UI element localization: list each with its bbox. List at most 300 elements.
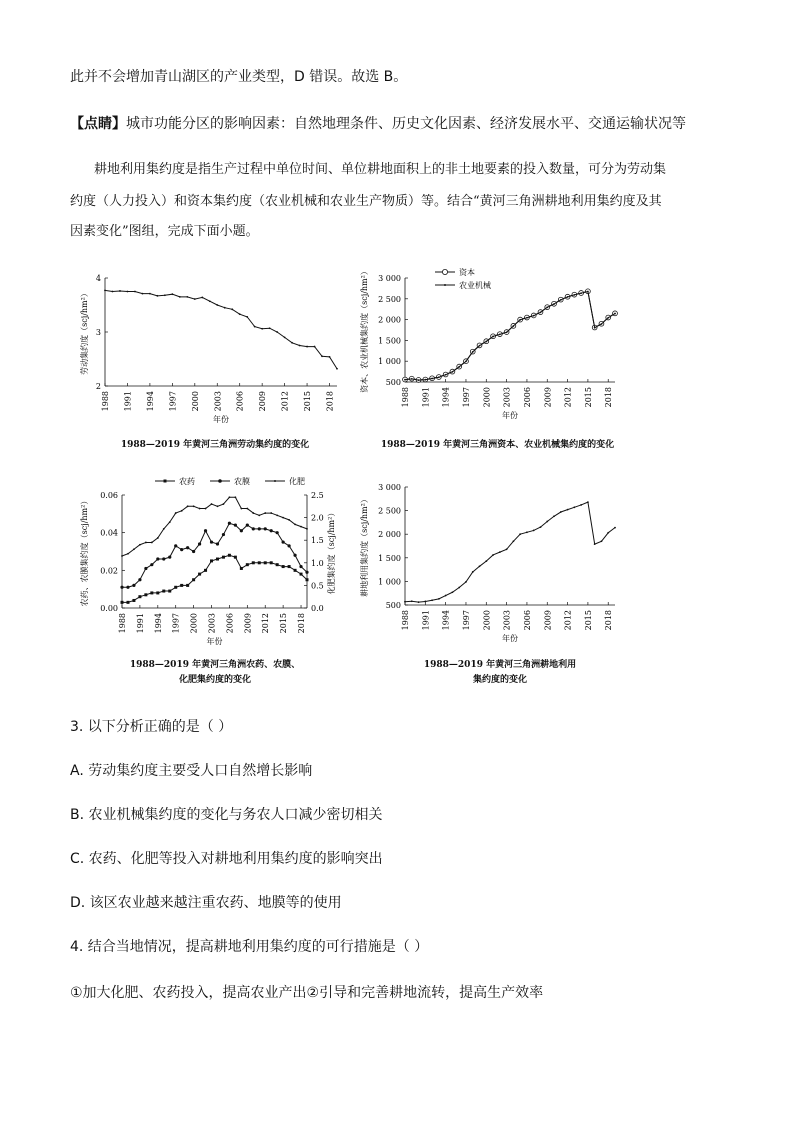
x-tick-label: 2006 bbox=[235, 391, 245, 412]
data-point bbox=[445, 595, 447, 597]
y2-tick-label: 0.5 bbox=[311, 581, 324, 591]
data-point bbox=[614, 527, 616, 529]
data-point bbox=[614, 313, 616, 315]
chart-land-caption-line1: 1988—2019 年黄河三角洲耕地利用 bbox=[423, 660, 577, 670]
data-point bbox=[526, 317, 528, 319]
data-point bbox=[533, 315, 535, 317]
data-point bbox=[458, 587, 460, 589]
chart-land-caption-line2: 集约度的变化 bbox=[472, 675, 527, 685]
y-tick-label: 1 000 bbox=[378, 577, 401, 587]
y-tick-label: 0.02 bbox=[100, 566, 118, 576]
data-point bbox=[150, 591, 153, 594]
data-point bbox=[573, 294, 575, 296]
data-point bbox=[104, 290, 106, 292]
y-tick-label: 0.00 bbox=[100, 604, 118, 613]
x-tick-label: 1988 bbox=[401, 610, 410, 631]
data-point bbox=[465, 361, 467, 363]
data-point bbox=[431, 378, 433, 380]
data-point bbox=[192, 578, 195, 581]
data-point bbox=[201, 297, 203, 299]
x-tick-label: 2003 bbox=[207, 613, 217, 634]
x-tick-label: 1994 bbox=[441, 610, 451, 631]
y2-tick-label: 2.5 bbox=[311, 491, 324, 500]
y-tick-label: 1 500 bbox=[378, 336, 401, 346]
option-3b[interactable]: B. 农业机械集约度的变化与务农人口减少密切相关 bbox=[70, 807, 383, 823]
data-point bbox=[282, 517, 284, 519]
data-point bbox=[567, 296, 569, 298]
data-point bbox=[138, 578, 141, 581]
data-point bbox=[127, 553, 129, 555]
data-point bbox=[276, 531, 279, 534]
data-point bbox=[144, 593, 147, 596]
y2-tick-label: 1.0 bbox=[311, 558, 324, 568]
intro-para-line1: 耕地利用集约度是指生产过程中单位时间、单位耕地面积上的非土地要素的投入数量，可分为劳动集 bbox=[94, 162, 667, 177]
option-3d[interactable]: D. 该区农业越来越注重农药、地膜等的使用 bbox=[70, 895, 342, 911]
x-tick-label: 1988 bbox=[118, 613, 127, 634]
tip-line bbox=[70, 113, 686, 133]
data-point bbox=[121, 601, 124, 604]
x-tick-label: 1991 bbox=[135, 613, 145, 634]
series-line-0 bbox=[122, 555, 307, 602]
data-point bbox=[270, 529, 273, 532]
x-tick-label: 1994 bbox=[145, 391, 155, 412]
x-tick-label: 2015 bbox=[279, 613, 289, 634]
data-point bbox=[192, 550, 195, 553]
data-point bbox=[472, 351, 474, 353]
data-point bbox=[601, 323, 603, 325]
y-axis-label: 耕地利用集约度（scj/hm²） bbox=[360, 495, 369, 597]
data-point bbox=[282, 540, 285, 543]
data-point bbox=[240, 567, 243, 570]
data-point bbox=[587, 291, 589, 293]
data-point bbox=[144, 567, 147, 570]
legend-label: 资本 bbox=[459, 268, 475, 277]
legend-label: 农药 bbox=[179, 477, 195, 486]
data-point bbox=[519, 533, 521, 535]
data-point bbox=[424, 601, 426, 603]
data-point bbox=[174, 544, 177, 547]
data-point bbox=[246, 563, 249, 566]
data-point bbox=[560, 299, 562, 301]
y-tick-label: 0.04 bbox=[100, 528, 118, 538]
data-point bbox=[112, 291, 114, 293]
data-point bbox=[222, 556, 225, 559]
chart-pesticide-caption-line1: 1988—2019 年黄河三角洲农药、农膜、 bbox=[129, 660, 301, 670]
x-tick-label: 2000 bbox=[190, 391, 200, 412]
data-point bbox=[217, 505, 219, 507]
data-point bbox=[306, 346, 308, 348]
data-point bbox=[234, 524, 237, 527]
data-point bbox=[314, 346, 316, 348]
x-tick-label: 2015 bbox=[303, 391, 313, 412]
x-tick-label: 2015 bbox=[583, 387, 593, 408]
data-point bbox=[234, 496, 236, 498]
x-tick-label: 1994 bbox=[441, 387, 451, 408]
data-point bbox=[204, 569, 207, 572]
x-tick-label: 1994 bbox=[153, 613, 163, 634]
data-point bbox=[299, 345, 301, 347]
chart-pesticide-film-fertilizer bbox=[75, 472, 355, 646]
y2-tick-label: 2.0 bbox=[311, 513, 324, 523]
data-point bbox=[418, 601, 420, 603]
x-tick-label: 1991 bbox=[123, 391, 133, 412]
y-tick-label: 500 bbox=[385, 378, 401, 387]
data-point bbox=[258, 514, 260, 516]
data-point bbox=[211, 503, 213, 505]
data-point bbox=[199, 508, 201, 510]
data-point bbox=[157, 537, 159, 539]
data-point bbox=[169, 521, 171, 523]
data-point bbox=[306, 578, 309, 581]
data-point bbox=[171, 293, 173, 295]
data-point bbox=[175, 512, 177, 514]
x-tick-label: 2012 bbox=[280, 391, 290, 412]
data-point bbox=[180, 584, 183, 587]
data-point bbox=[194, 298, 196, 300]
x-tick-label: 2009 bbox=[243, 613, 253, 634]
x-tick-label: 2006 bbox=[225, 613, 235, 634]
data-point bbox=[126, 601, 129, 604]
data-point bbox=[179, 296, 181, 298]
data-point bbox=[533, 530, 535, 532]
data-point bbox=[546, 306, 548, 308]
y-tick-label: 0.06 bbox=[100, 491, 118, 500]
data-point bbox=[150, 563, 153, 566]
data-point bbox=[540, 311, 542, 313]
data-point bbox=[452, 371, 454, 373]
data-point bbox=[526, 531, 528, 533]
data-point bbox=[594, 543, 596, 545]
data-point bbox=[492, 336, 494, 338]
data-point bbox=[240, 529, 243, 532]
series-line-0 bbox=[405, 291, 615, 380]
data-point bbox=[438, 598, 440, 600]
data-point bbox=[445, 374, 447, 376]
y-tick-label: 3 000 bbox=[378, 483, 401, 492]
data-point bbox=[573, 506, 575, 508]
chart-labor-intensity bbox=[75, 262, 355, 442]
series-line bbox=[105, 290, 337, 368]
data-point bbox=[120, 586, 123, 589]
data-point bbox=[149, 293, 151, 295]
data-point bbox=[264, 561, 267, 564]
data-point bbox=[254, 326, 256, 328]
legend-marker bbox=[444, 284, 446, 286]
data-point bbox=[540, 526, 542, 528]
data-point bbox=[186, 296, 188, 298]
y-axis-label: 资本、农业机械集约度（scj/hm²） bbox=[360, 267, 369, 393]
data-point bbox=[228, 554, 231, 557]
data-point bbox=[168, 590, 171, 593]
data-point bbox=[587, 501, 589, 503]
tip-text: 城市功能分区的影响因素：自然地理条件、历史文化因素、经济发展水平、交通运输状况等 bbox=[126, 116, 686, 132]
x-tick-label: 1997 bbox=[168, 391, 178, 412]
x-tick-label: 2015 bbox=[583, 610, 593, 631]
y-tick-label: 4 bbox=[95, 274, 101, 283]
y-axis-label: 劳动集约度（scj/hm²） bbox=[80, 289, 89, 375]
x-tick-label: 2018 bbox=[325, 391, 335, 412]
data-point bbox=[288, 565, 291, 568]
y2-tick-label: 1.5 bbox=[311, 536, 324, 546]
legend-label: 化肥 bbox=[289, 477, 305, 486]
x-axis-label: 年份 bbox=[502, 411, 518, 420]
data-point bbox=[181, 510, 183, 512]
data-point bbox=[512, 325, 514, 327]
data-point bbox=[240, 508, 242, 510]
data-point bbox=[288, 519, 290, 521]
option-3a[interactable]: A. 劳动集约度主要受人口自然增长影响 bbox=[70, 763, 313, 779]
legend-label: 农膜 bbox=[234, 477, 250, 486]
data-point bbox=[512, 540, 514, 542]
x-tick-label: 2012 bbox=[563, 610, 573, 631]
data-point bbox=[452, 591, 454, 593]
data-point bbox=[193, 505, 195, 507]
data-point bbox=[142, 293, 144, 295]
data-point bbox=[479, 565, 481, 567]
q4-statement-1-2: ①加大化肥、农药投入，提高农业产出②引导和完善耕地流转，提高生产效率 bbox=[70, 985, 544, 1001]
data-point bbox=[204, 529, 207, 532]
y-tick-label: 2 500 bbox=[378, 294, 401, 304]
data-point bbox=[205, 508, 207, 510]
y-axis-label: 农药、农膜集约度（scj/hm²） bbox=[80, 496, 89, 607]
series-line-2 bbox=[122, 497, 307, 556]
data-point bbox=[180, 548, 183, 551]
data-point bbox=[276, 331, 278, 333]
x-tick-label: 2006 bbox=[522, 610, 532, 631]
x-tick-label: 1997 bbox=[461, 610, 471, 631]
y-tick-label: 1 000 bbox=[378, 357, 401, 367]
tip-label: 【点睛】 bbox=[70, 116, 126, 132]
data-point bbox=[560, 511, 562, 513]
chart-capital-machinery bbox=[345, 262, 635, 442]
data-point bbox=[411, 378, 413, 380]
data-point bbox=[198, 542, 201, 545]
data-point bbox=[252, 512, 254, 514]
data-point bbox=[156, 295, 158, 297]
x-tick-label: 2009 bbox=[543, 387, 553, 408]
y2-tick-label: 0.0 bbox=[311, 604, 324, 613]
data-point bbox=[138, 595, 141, 598]
y-tick-label: 1 500 bbox=[378, 553, 401, 563]
x-tick-label: 2018 bbox=[604, 387, 614, 408]
data-point bbox=[300, 526, 302, 528]
data-point bbox=[264, 527, 267, 530]
data-point bbox=[216, 558, 219, 561]
data-point bbox=[174, 586, 177, 589]
data-point bbox=[261, 328, 263, 330]
data-point bbox=[246, 316, 248, 318]
intro-para-line3: 因素变化”图组，完成下面小题。 bbox=[70, 224, 259, 239]
data-point bbox=[329, 356, 331, 358]
data-point bbox=[224, 307, 226, 309]
data-point bbox=[164, 294, 166, 296]
data-point bbox=[276, 514, 278, 516]
answer-line: 此并不会增加青山湖区的产业类型，D 错误。故选 B。 bbox=[70, 69, 408, 85]
series-line-1 bbox=[405, 292, 615, 381]
legend-marker bbox=[218, 479, 222, 483]
data-point bbox=[186, 584, 189, 587]
data-point bbox=[258, 561, 261, 564]
data-point bbox=[151, 542, 153, 544]
data-point bbox=[234, 556, 237, 559]
x-tick-label: 2018 bbox=[604, 610, 614, 631]
data-point bbox=[499, 551, 501, 553]
series-line-1 bbox=[122, 523, 307, 587]
x-axis-label: 年份 bbox=[213, 415, 229, 424]
data-point bbox=[580, 504, 582, 506]
chart-capital-caption: 1988—2019 年黄河三角洲资本、农业机械集约度的变化 bbox=[380, 440, 615, 450]
x-tick-label: 2000 bbox=[482, 610, 492, 631]
data-point bbox=[156, 557, 159, 560]
data-point bbox=[438, 376, 440, 378]
x-tick-label: 1991 bbox=[421, 387, 431, 408]
data-point bbox=[492, 554, 494, 556]
data-point bbox=[163, 528, 165, 530]
x-axis-label: 年份 bbox=[502, 634, 518, 643]
x-axis-label: 年份 bbox=[206, 637, 223, 646]
legend-label: 农业机械 bbox=[459, 281, 491, 290]
data-point bbox=[162, 557, 165, 560]
data-point bbox=[519, 319, 521, 321]
x-tick-label: 2009 bbox=[258, 391, 268, 412]
data-point bbox=[458, 366, 460, 368]
x-tick-label: 2006 bbox=[522, 387, 532, 408]
data-point bbox=[269, 327, 271, 329]
x-tick-label: 2012 bbox=[261, 613, 271, 634]
data-point bbox=[299, 565, 302, 568]
x-tick-label: 1988 bbox=[401, 387, 410, 408]
data-point bbox=[132, 599, 135, 602]
data-point bbox=[567, 509, 569, 511]
question-3: 3. 以下分析正确的是（ ） bbox=[70, 719, 233, 735]
data-point bbox=[133, 548, 135, 550]
data-point bbox=[198, 573, 201, 576]
y-tick-label: 2 000 bbox=[378, 530, 401, 540]
y2-axis-label: 化肥集约度（scj/hm²） bbox=[327, 508, 336, 595]
data-point bbox=[465, 581, 467, 583]
data-point bbox=[239, 313, 241, 315]
data-point bbox=[411, 600, 413, 602]
data-point bbox=[546, 521, 548, 523]
data-point bbox=[321, 355, 323, 357]
data-point bbox=[145, 542, 147, 544]
data-point bbox=[294, 523, 296, 525]
data-point bbox=[485, 341, 487, 343]
y-tick-label: 2 bbox=[95, 382, 101, 391]
x-tick-label: 1991 bbox=[421, 610, 431, 631]
intro-para-line2: 约度（人力投入）和资本集约度（农业机械和农业生产物质）等。结合“黄河三角洲耕地利用集约度及其 bbox=[70, 194, 662, 209]
data-point bbox=[294, 569, 297, 572]
data-point bbox=[246, 508, 248, 510]
x-tick-label: 2000 bbox=[189, 613, 199, 634]
data-point bbox=[418, 379, 420, 381]
y-tick-label: 2 500 bbox=[378, 506, 401, 516]
data-point bbox=[424, 379, 426, 381]
x-tick-label: 1988 bbox=[101, 391, 110, 412]
y-tick-label: 500 bbox=[385, 601, 401, 610]
data-point bbox=[404, 601, 406, 603]
data-point bbox=[258, 527, 261, 530]
data-point bbox=[210, 540, 213, 543]
x-tick-label: 2009 bbox=[543, 610, 553, 631]
chart-labor-caption: 1988—2019 年黄河三角洲劳动集约度的变化 bbox=[120, 440, 310, 450]
data-point bbox=[305, 571, 308, 574]
y-tick-label: 3 000 bbox=[378, 274, 401, 283]
chart-land-use-intensity bbox=[345, 477, 635, 642]
data-point bbox=[601, 540, 603, 542]
data-point bbox=[276, 563, 279, 566]
legend-marker bbox=[442, 269, 447, 274]
data-point bbox=[246, 524, 249, 527]
data-point bbox=[127, 291, 129, 293]
y-tick-label: 2 000 bbox=[378, 315, 401, 325]
data-point bbox=[284, 337, 286, 339]
data-point bbox=[252, 561, 255, 564]
series-line bbox=[405, 502, 615, 602]
y-tick-label: 3 bbox=[95, 328, 101, 337]
x-tick-label: 1997 bbox=[461, 387, 471, 408]
data-point bbox=[306, 528, 308, 530]
data-point bbox=[121, 555, 123, 557]
data-point bbox=[139, 544, 141, 546]
data-point bbox=[553, 515, 555, 517]
data-point bbox=[210, 559, 213, 562]
question-4: 4. 结合当地情况，提高耕地利用集约度的可行措施是（ ） bbox=[70, 939, 429, 955]
x-tick-label: 2012 bbox=[563, 387, 573, 408]
data-point bbox=[132, 584, 135, 587]
data-point bbox=[119, 290, 121, 292]
data-point bbox=[553, 303, 555, 305]
data-point bbox=[607, 317, 609, 319]
data-point bbox=[134, 291, 136, 293]
data-point bbox=[270, 561, 273, 564]
data-point bbox=[485, 560, 487, 562]
data-point bbox=[222, 533, 225, 536]
data-point bbox=[216, 304, 218, 306]
data-point bbox=[404, 379, 406, 381]
legend-marker bbox=[164, 480, 167, 483]
option-3c[interactable]: C. 农药、化肥等投入对耕地利用集约度的影响突出 bbox=[70, 851, 383, 867]
data-point bbox=[293, 554, 296, 557]
data-point bbox=[216, 542, 219, 545]
data-point bbox=[168, 556, 171, 559]
data-point bbox=[231, 308, 233, 310]
data-point bbox=[228, 522, 231, 525]
data-point bbox=[336, 368, 338, 370]
data-point bbox=[229, 496, 231, 498]
data-point bbox=[506, 331, 508, 333]
data-point bbox=[252, 527, 255, 530]
x-tick-label: 2003 bbox=[213, 391, 223, 412]
data-point bbox=[209, 300, 211, 302]
data-point bbox=[223, 503, 225, 505]
data-point bbox=[607, 532, 609, 534]
data-point bbox=[300, 573, 303, 576]
legend-marker bbox=[274, 480, 276, 482]
data-point bbox=[287, 544, 290, 547]
data-point bbox=[291, 342, 293, 344]
x-tick-label: 2003 bbox=[502, 610, 512, 631]
chart-pesticide-caption-line2: 化肥集约度的变化 bbox=[178, 675, 251, 685]
data-point bbox=[431, 599, 433, 601]
data-point bbox=[270, 512, 272, 514]
x-tick-label: 2003 bbox=[502, 387, 512, 408]
data-point bbox=[594, 327, 596, 329]
data-point bbox=[506, 548, 508, 550]
data-point bbox=[186, 546, 189, 549]
data-point bbox=[499, 333, 501, 335]
data-point bbox=[264, 512, 266, 514]
